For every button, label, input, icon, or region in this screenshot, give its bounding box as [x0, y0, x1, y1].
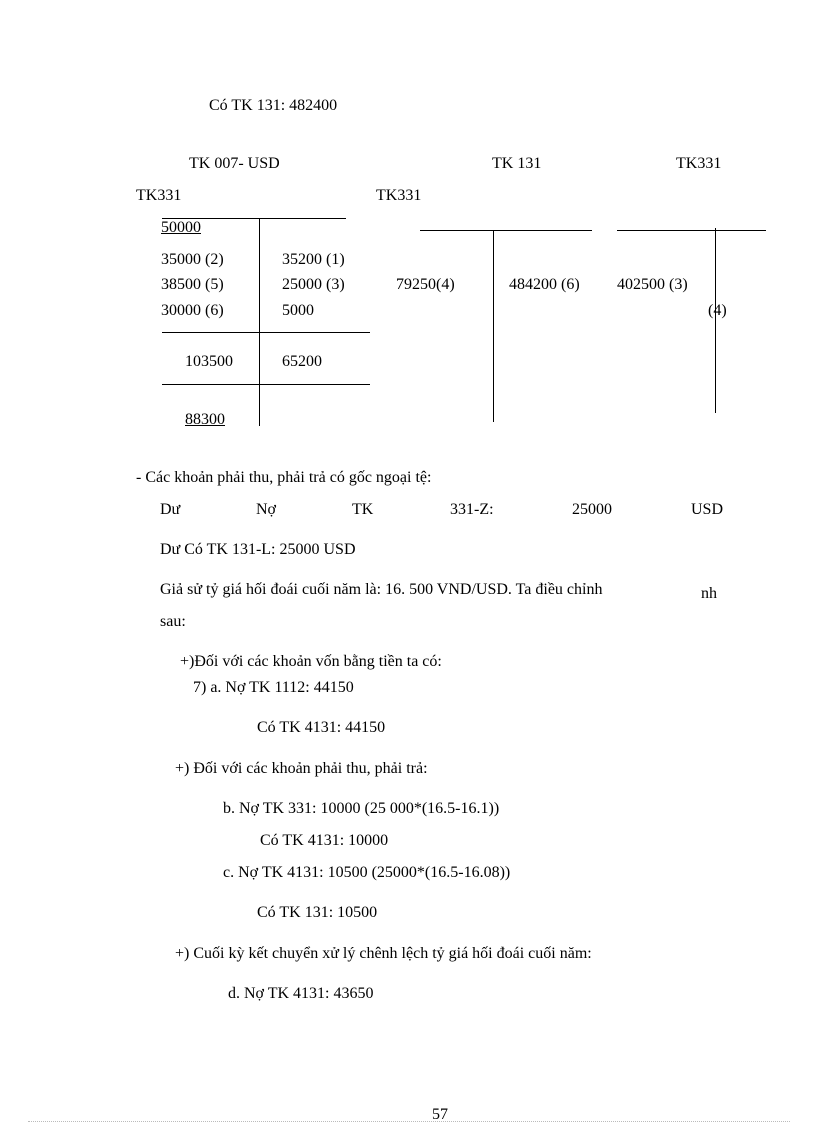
closing-balance: 88300 [185, 411, 225, 428]
opening-balance: 50000 [161, 219, 201, 236]
t-account-divider [493, 231, 494, 422]
assumption-line-end: sau: [160, 613, 186, 630]
header-tk331-right: TK331 [676, 155, 722, 172]
credit-entry: 25000 (3) [282, 276, 345, 293]
journal-entry: Có TK 131: 10500 [257, 904, 378, 921]
row-word: Dư [160, 501, 181, 518]
balance-line: Dư Có TK 131-L: 25000 USD [160, 541, 356, 558]
header-tk007: TK 007- USD [189, 155, 280, 172]
credit-entry: 5000 [282, 302, 314, 319]
credit-entry: (4) [708, 302, 727, 319]
t-account-subtotal-line [162, 332, 370, 333]
t-account-top-line [617, 230, 766, 231]
yearend-heading: +) Cuối kỳ kết chuyển xử lý chênh lệch tỷ giá hối đoái cuối năm: [175, 945, 592, 962]
footer-divider [28, 1121, 790, 1122]
journal-entry: Có TK 4131: 10000 [260, 832, 389, 849]
debit-entry: 402500 (3) [617, 276, 688, 293]
debit-entry: 38500 (5) [161, 276, 224, 293]
journal-entry: c. Nợ TK 4131: 10500 (25000*(16.5-16.08)) [223, 864, 511, 881]
receivables-heading: +) Đối với các khoản phải thu, phải trả: [175, 760, 428, 777]
debit-entry: 35000 (2) [161, 251, 224, 268]
credit-entry: 35200 (1) [282, 251, 345, 268]
row-word: TK [352, 501, 374, 518]
row-word: USD [691, 501, 724, 518]
cash-heading: +)Đối với các khoản vốn bằng tiền ta có: [180, 653, 442, 670]
section-heading: - Các khoản phải thu, phải trả có gốc ngoại tệ: [136, 469, 432, 486]
journal-entry: 7) a. Nợ TK 1112: 44150 [193, 679, 354, 696]
row-word: 331-Z: [450, 501, 494, 518]
page-number: 57 [432, 1106, 448, 1123]
assumption-line: Giả sử tỷ giá hối đoái cuối năm là: 16. 500 VND/USD. Ta điều chỉnh [160, 581, 603, 598]
header-tk331-mid: TK331 [376, 187, 422, 204]
credit-line-tk131: Có TK 131: 482400 [209, 97, 338, 114]
journal-entry: b. Nợ TK 331: 10000 (25 000*(16.5-16.1)) [223, 800, 500, 817]
header-tk331-left: TK331 [136, 187, 182, 204]
t-account-total-line [162, 384, 370, 385]
total-credit: 65200 [282, 353, 322, 370]
total-debit: 103500 [185, 353, 233, 370]
credit-entry: 484200 (6) [509, 276, 580, 293]
journal-entry: d. Nợ TK 4131: 43650 [228, 985, 374, 1002]
debit-entry: 79250(4) [396, 276, 455, 293]
t-account-divider [715, 228, 716, 413]
journal-entry: Có TK 4131: 44150 [257, 719, 386, 736]
assumption-line-tail: nh [701, 585, 717, 602]
debit-entry: 30000 (6) [161, 302, 224, 319]
row-word: Nợ [256, 501, 277, 518]
row-word: 25000 [572, 501, 612, 518]
t-account-top-line [420, 230, 592, 231]
header-tk131: TK 131 [492, 155, 542, 172]
t-account-divider [259, 218, 260, 426]
